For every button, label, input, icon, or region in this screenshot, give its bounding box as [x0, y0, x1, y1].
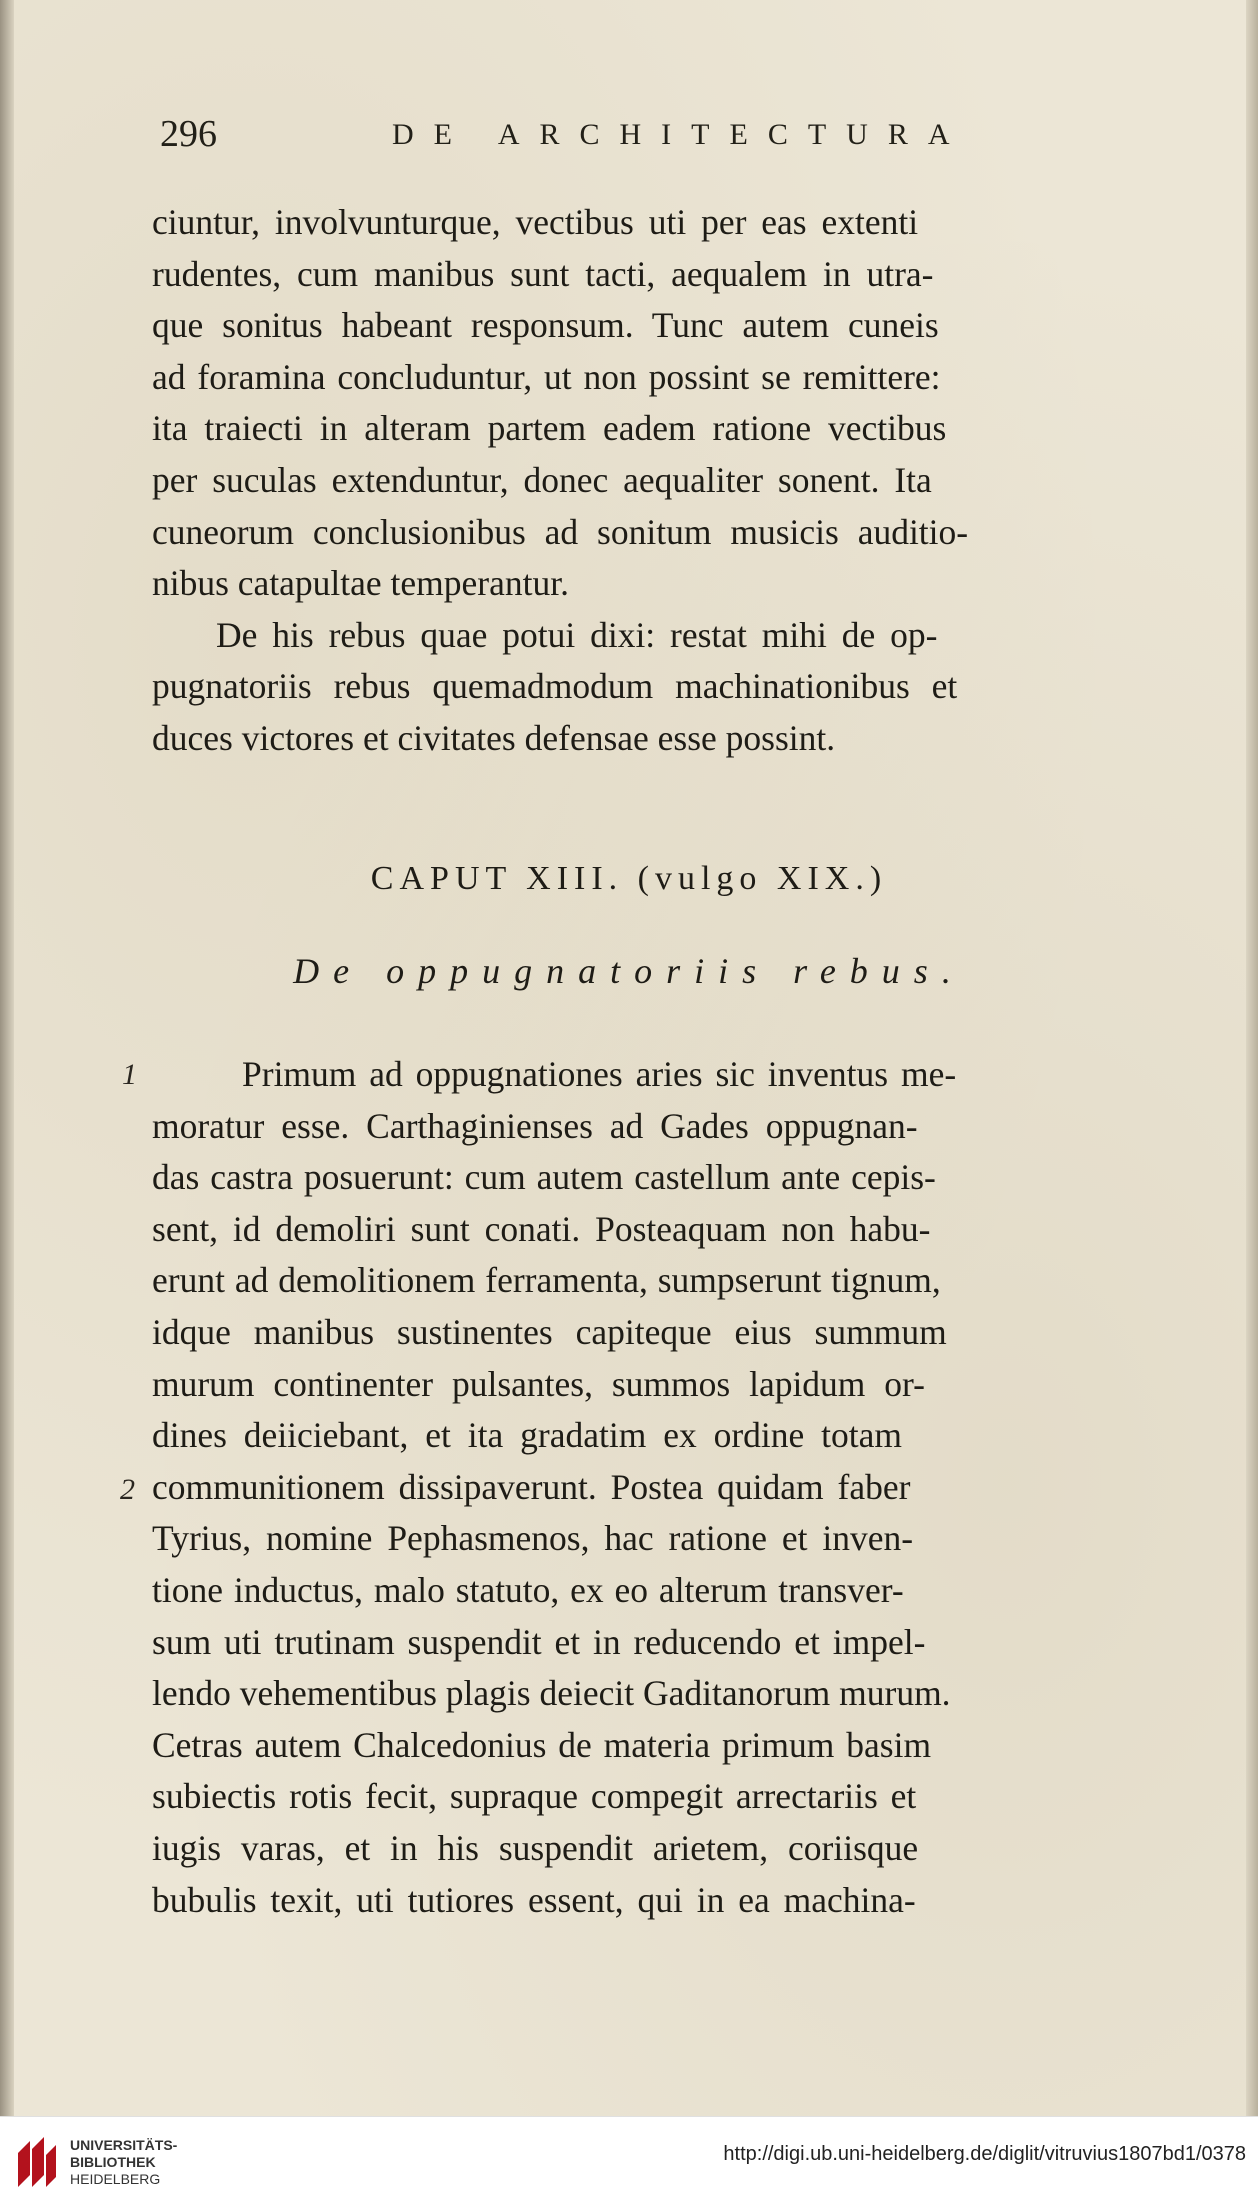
text-line: ciuntur, involvunturque, vectibus uti per eas extenti [152, 202, 919, 242]
text-line: erunt ad demolitionem ferramenta, sumpserunt tignum, [152, 1260, 941, 1301]
running-head: DE ARCHITECTURA [392, 118, 970, 151]
text-line: ad foramina concluduntur, ut non possint se remittere: [152, 356, 941, 397]
page-number: 296 [160, 113, 217, 155]
text-line: dines deiiciebant, et ita gradatim ex ordine totam [152, 1415, 902, 1456]
text-line: rudentes, cum manibus sunt tacti, aequalem in utra- [152, 253, 934, 294]
page-right-edge [1246, 0, 1258, 2116]
text-line: murum continenter pulsantes, summos lapidum or- [152, 1363, 925, 1404]
text-line: Primum ad oppugnationes aries sic inventus me- [242, 1054, 957, 1094]
text-line: duces victores et civitates defensae esse possint. [152, 717, 836, 758]
marginal-number: 1 [122, 1058, 137, 1091]
text-line: moratur esse. Carthaginienses ad Gades oppugnan- [152, 1105, 918, 1146]
text-line: pugnatoriis rebus quemadmodum machinationibus et [152, 666, 958, 707]
text-line: tione inductus, malo statuto, ex eo alterum transver- [152, 1569, 904, 1610]
body-text-chapter [152, 1049, 1152, 1926]
text-line: subiectis rotis fecit, supraque compegit arrectariis et [152, 1776, 917, 1817]
library-name [70, 2137, 177, 2188]
page-header [160, 112, 1160, 168]
text-line: idque manibus sustinentes capiteque eius summum [152, 1311, 947, 1352]
footer-bar [0, 2116, 1258, 2207]
text-line: lendo vehementibus plagis deiecit Gaditanorum murum. [152, 1673, 951, 1714]
text-line: iugis varas, et in his suspendit arietem, coriisque [152, 1827, 919, 1868]
chapter-title: CAPUT XIII. (vulgo XIX.) [370, 860, 888, 897]
body-text-top [152, 197, 1152, 765]
text-line: Tyrius, nomine Pephasmenos, hac ratione et inven- [152, 1518, 914, 1559]
marginal-number: 2 [120, 1473, 135, 1506]
text-line: per suculas extenduntur, donec aequaliter sonent. Ita [152, 459, 932, 500]
text-line: communitionem dissipaverunt. Postea quidam faber [152, 1466, 911, 1507]
text-line: De his rebus quae potui dixi: restat mihi de op- [216, 614, 938, 655]
library-name-line: HEIDELBERG [70, 2171, 161, 2187]
page-gutter-shadow [0, 0, 14, 2116]
text-line: Cetras autem Chalcedonius de materia primum basim [152, 1724, 932, 1765]
text-line: cuneorum conclusionibus ad sonitum musicis auditio- [152, 511, 969, 552]
chapter-subtitle: De oppugnatoriis rebus. [293, 951, 965, 991]
text-line: que sonitus habeant responsum. Tunc autem cuneis [152, 305, 939, 346]
text-line: nibus catapultae temperantur. [152, 563, 569, 604]
text-line: das castra posuerunt: cum autem castellum ante cepis- [152, 1157, 936, 1198]
text-line: sent, id demoliri sunt conati. Posteaquam non habu- [152, 1208, 931, 1249]
source-url-link[interactable]: http://digi.ub.uni-heidelberg.de/diglit/vitruvius1807bd1/0378 [723, 2143, 1246, 2165]
text-line: bubulis texit, uti tutiores essent, qui in ea machina- [152, 1879, 916, 1920]
text-line: sum uti trutinam suspendit et in reducendo et impel- [152, 1621, 926, 1662]
library-name-line: UNIVERSITÄTS- [70, 2137, 178, 2153]
text-line: ita traiecti in alteram partem eadem ratione vectibus [152, 408, 947, 449]
library-name-line: BIBLIOTHEK [70, 2154, 156, 2170]
university-library-logo-icon [12, 2133, 62, 2191]
